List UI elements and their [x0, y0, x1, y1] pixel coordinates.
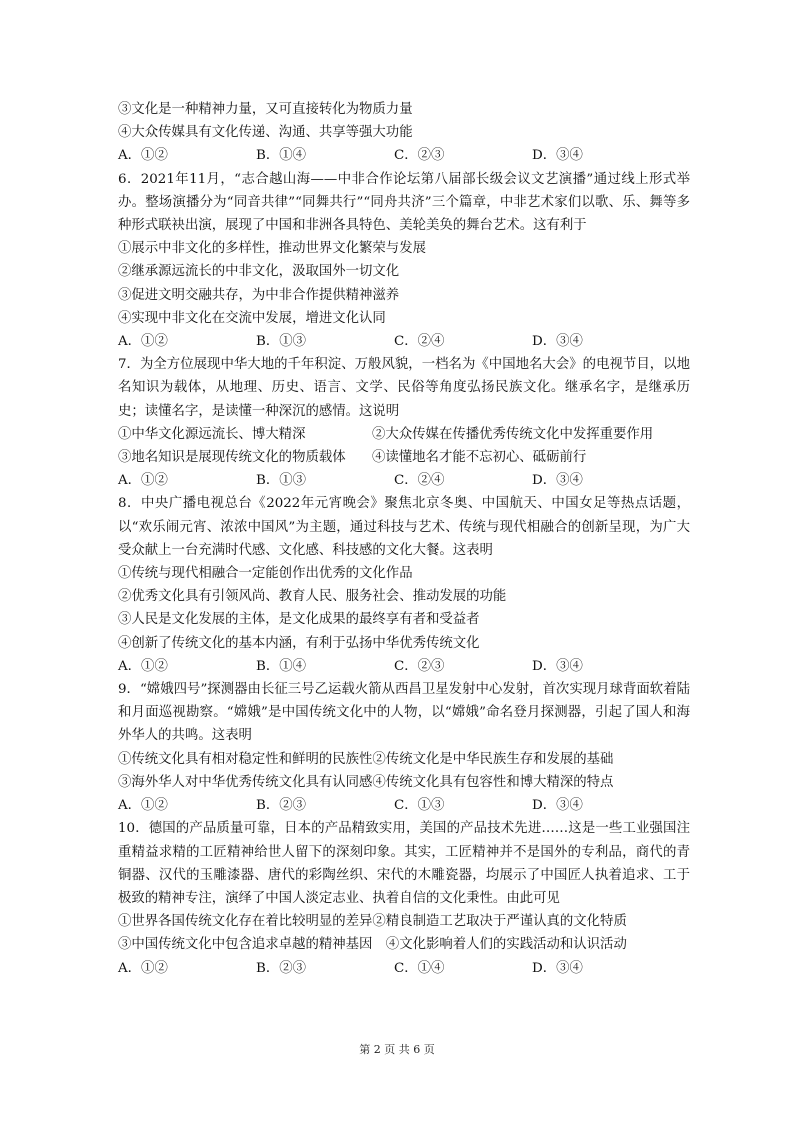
q10-statements-3-4: ③中国传统文化中包含追求卓越的精神基因 ④文化影响着人们的实践活动和认识活动 — [118, 937, 627, 953]
q9-option-a[interactable]: A．①② — [118, 798, 168, 814]
q9-statements-1-2: ①传统文化具有相对稳定性和鲜明的民族性②传统文化是中华民族生存和发展的基础 — [118, 751, 614, 767]
q6-option-c[interactable]: C．②④ — [394, 334, 445, 350]
q7-statement-4: ④读懂地名才能不忘初心、砥砺前行 — [372, 450, 587, 466]
q9-statements-3-4: ③海外华人对中华优秀传统文化具有认同感④传统文化具有包容性和博大精深的特点 — [118, 774, 614, 790]
q6-statement-1: ①展示中非文化的多样性，推动世界文化繁荣与发展 — [118, 241, 426, 257]
q7-options — [118, 469, 690, 492]
q6-option-b[interactable]: B．①③ — [256, 334, 307, 350]
q7-option-d[interactable]: D．③④ — [532, 473, 583, 489]
q6-statement-3: ③促进文明交融共存，为中非合作提供精神滋养 — [118, 287, 400, 303]
q5-statement-3: ③文化是一种精神力量，又可直接转化为物质力量 — [118, 102, 413, 117]
page-footer: 第 2 页 共 6 页 — [359, 1043, 435, 1056]
q10-option-a[interactable]: A．①② — [118, 960, 168, 976]
q6-options — [118, 330, 690, 353]
q9-stem: 9．“嫦娥四号”探测器由长征三号乙运载火箭从西昌卫星发射中心发射，首次实现月球背面软着陆和月面巡视勘察。“嫦娥”是中国传统文化中的人物，以“嫦娥”命名登月探测器，引起了国人和海外华人的共鸣。这表明 — [118, 682, 690, 744]
question-area — [118, 98, 690, 980]
q5-option-d[interactable]: D．③④ — [532, 148, 583, 164]
q10-options — [118, 957, 690, 980]
q8-option-d[interactable]: D．③④ — [532, 658, 583, 674]
q7-option-c[interactable]: C．②④ — [394, 473, 445, 489]
q9-option-b[interactable]: B．②③ — [256, 798, 307, 814]
q7-statement-3: ③地名知识是展现传统文化的物质载体 — [118, 450, 346, 466]
q7-option-a[interactable]: A．①② — [118, 473, 168, 489]
q10-option-b[interactable]: B．②③ — [256, 960, 307, 976]
q10-statements-1-2: ①世界各国传统文化存在着比较明显的差异②精良制造工艺取决于严谨认真的文化特质 — [118, 914, 627, 930]
q8-statement-2: ②优秀文化具有引领风尚、教育人民、服务社会、推动发展的功能 — [118, 589, 507, 605]
q6-statement-4: ④实现中非文化在交流中发展，增进文化认同 — [118, 310, 386, 326]
q9-option-d[interactable]: D．③④ — [532, 798, 583, 814]
q7-option-b[interactable]: B．①③ — [256, 473, 307, 489]
q8-stem: 8．中央广播电视总台《2022年元宵晚会》聚焦北京冬奥、中国航天、中国女足等热点话题，以“欢乐闹元宵、浓浓中国风”为主题，通过科技与艺术、传统与现代相融合的创新呈现，为广大受众献上一台充满时代感、文化感、科技感的文化大餐。这表明 — [118, 496, 690, 558]
q8-statement-1: ①传统与现代相融合一定能创作出优秀的文化作品 — [118, 566, 413, 582]
q10-option-c[interactable]: C．①④ — [394, 960, 445, 976]
q8-option-c[interactable]: C．②③ — [394, 658, 445, 674]
q7-statement-1: ①中华文化源远流长、博大精深 — [118, 426, 306, 442]
q5-options — [118, 144, 690, 167]
q6-option-a[interactable]: A．①② — [118, 334, 168, 350]
q6-statement-2: ②继承源远流长的中非文化，汲取国外一切文化 — [118, 264, 400, 280]
q10-stem: 10．德国的产品质量可靠，日本的产品精致实用，美国的产品技术先进……这是一些工业强国注重精益求精的工匠精神给世人留下的深刻印象。其实，工匠精神并不是国外的专利品，商代的青铜器、汉代的玉雕漆器、唐代的彩陶丝织、宋代的木雕瓷器，均展示了中国匠人执着追求、工于极致的精神专注，演绎了中国人淡定志业、执着自信的文化秉性。由此可见 — [118, 821, 690, 906]
q8-options — [118, 655, 690, 678]
q8-statement-4: ④创新了传统文化的基本内涵，有利于弘扬中华优秀传统文化 — [118, 635, 480, 651]
q7-stem: 7．为全方位展现中华大地的千年积淀、万般风貌，一档名为《中国地名大会》的电视节目，以地名知识为载体，从地理、历史、语言、文学、民俗等角度弘扬民族文化。继承名字，是继承历史；读懂名字，是读懂一种深沉的感情。这说明 — [118, 357, 690, 419]
q5-option-c[interactable]: C．②③ — [394, 148, 445, 164]
q8-option-a[interactable]: A．①② — [118, 658, 168, 674]
q9-option-c[interactable]: C．①③ — [394, 798, 445, 814]
q5-option-b[interactable]: B．①④ — [256, 148, 307, 164]
q8-statement-3: ③人民是文化发展的主体，是文化成果的最终享有者和受益者 — [118, 612, 480, 628]
q9-options — [118, 794, 690, 817]
q6-stem: 6．2021年11月，“志合越山海——中非合作论坛第八届部长级会议文艺演播”通过线上形式举办。整场演播分为“同音共律”“同舞共行”“同舟共济”三个篇章，中非艺术家们以歌、乐、舞等多种形式联袂出演，展现了中国和非洲各具特色、美轮美奂的舞台艺术。这有利于 — [118, 171, 690, 234]
q7-statement-2: ②大众传媒在传播优秀传统文化中发挥重要作用 — [372, 426, 654, 442]
q8-option-b[interactable]: B．①④ — [256, 658, 307, 674]
q7-statement-row-2 — [118, 446, 690, 469]
q6-option-d[interactable]: D．③④ — [532, 334, 583, 350]
q7-statement-row-1 — [118, 423, 690, 446]
q5-statement-4: ④大众传媒具有文化传递、沟通、共享等强大功能 — [118, 125, 413, 141]
q5-option-a[interactable]: A．①② — [118, 148, 168, 164]
q10-option-d[interactable]: D．③④ — [532, 960, 583, 976]
